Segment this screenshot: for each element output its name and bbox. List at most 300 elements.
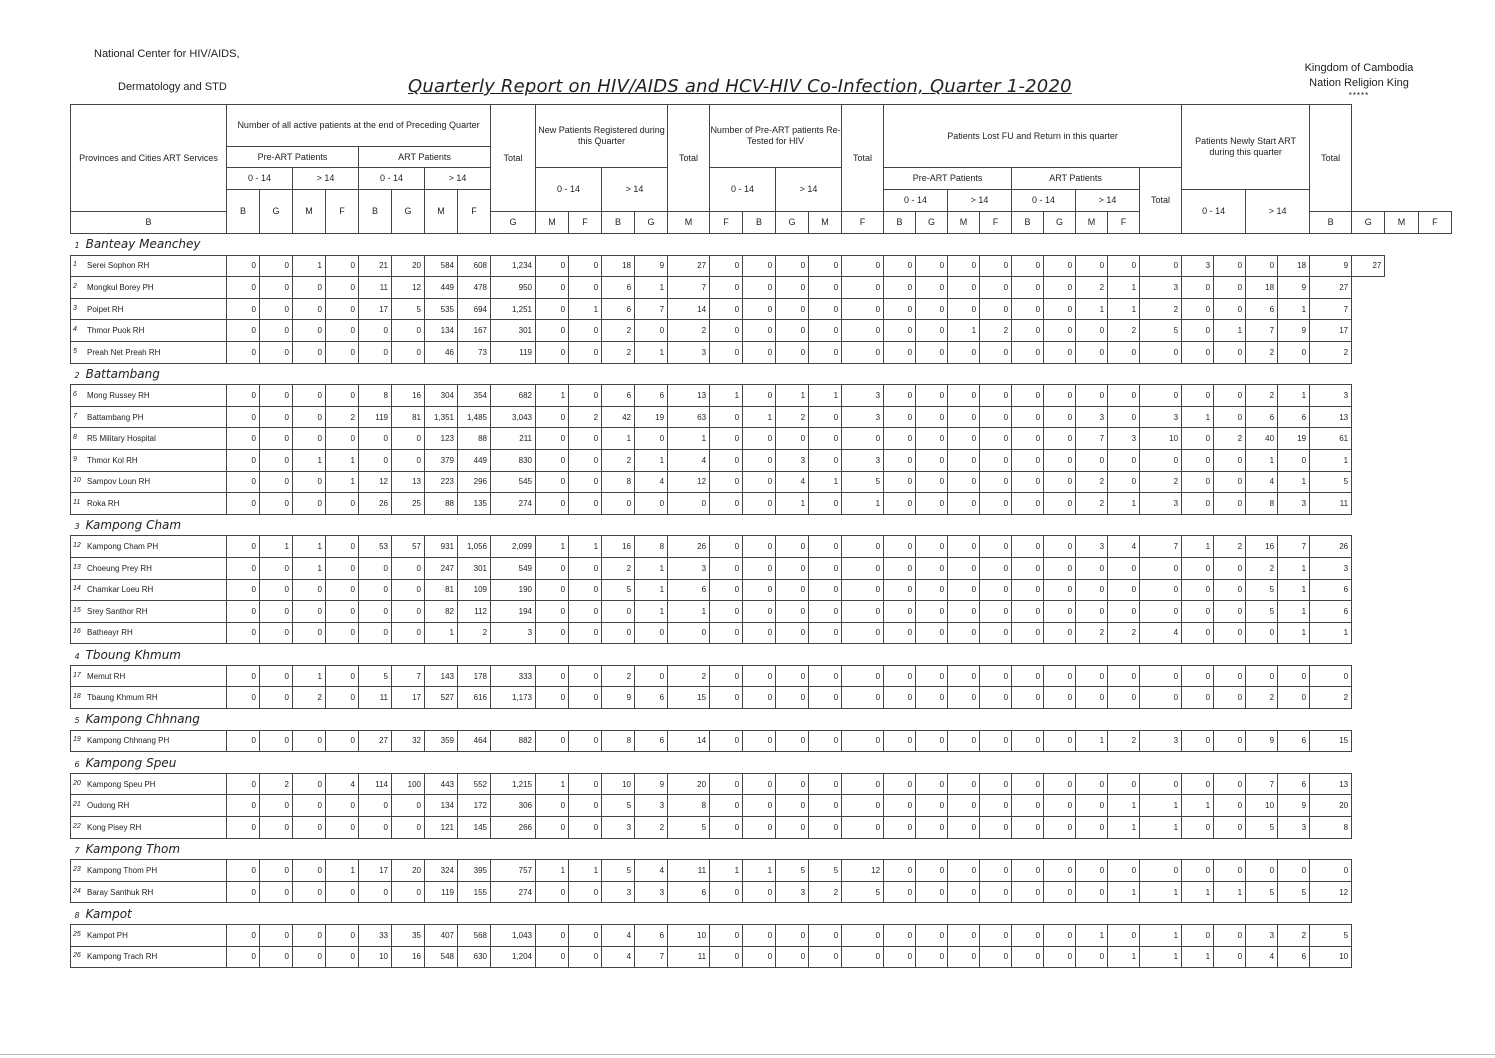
- value-cell: 0: [260, 795, 293, 817]
- value-cell: 1: [776, 385, 809, 407]
- value-cell: 0: [776, 622, 809, 644]
- value-cell: 0: [1012, 536, 1044, 558]
- value-cell: 0: [1108, 471, 1140, 493]
- province-index: 1: [74, 241, 80, 251]
- value-cell: 0: [1214, 449, 1246, 471]
- value-cell: 0: [948, 773, 980, 795]
- value-cell: 0: [536, 622, 569, 644]
- value-cell: 0: [710, 925, 743, 947]
- value-cell: 0: [1076, 817, 1108, 839]
- value-cell: 19: [635, 406, 668, 428]
- value-cell: 0: [809, 557, 842, 579]
- value-cell: 0: [916, 881, 948, 903]
- value-cell: 7: [1278, 536, 1310, 558]
- value-cell: 1: [1246, 449, 1278, 471]
- value-cell: 0: [326, 795, 359, 817]
- province-name: [71, 514, 1352, 536]
- value-cell: 0: [1182, 622, 1214, 644]
- value-cell: 0: [227, 385, 260, 407]
- header-age-adult: > 14: [948, 190, 1012, 212]
- value-cell: 0: [980, 536, 1012, 558]
- total-cell: 1: [1140, 946, 1182, 968]
- value-cell: 0: [743, 341, 776, 363]
- value-cell: 82: [425, 601, 458, 623]
- value-cell: 2: [776, 406, 809, 428]
- value-cell: 0: [743, 881, 776, 903]
- value-cell: 0: [260, 579, 293, 601]
- facility-name: Kampong Speu PH: [87, 779, 156, 789]
- value-cell: 0: [1182, 493, 1214, 515]
- value-cell: 0: [569, 665, 602, 687]
- value-cell: 0: [710, 946, 743, 968]
- value-cell: 0: [809, 687, 842, 709]
- value-cell: 6: [1246, 406, 1278, 428]
- value-cell: 0: [326, 385, 359, 407]
- value-cell: 0: [536, 557, 569, 579]
- value-cell: 0: [1044, 536, 1076, 558]
- total-cell: 1,215: [491, 773, 536, 795]
- value-cell: 17: [359, 298, 392, 320]
- value-cell: 0: [536, 298, 569, 320]
- total-cell: 14: [668, 730, 710, 752]
- facility-number: 10: [73, 477, 81, 485]
- value-cell: 0: [293, 320, 326, 342]
- value-cell: 0: [1012, 773, 1044, 795]
- value-cell: 0: [743, 536, 776, 558]
- value-cell: 0: [1012, 881, 1044, 903]
- total-cell: 1: [1140, 817, 1182, 839]
- facility-name: Kampong Thom PH: [87, 866, 158, 876]
- facility-cell: [71, 622, 227, 644]
- value-cell: 0: [569, 773, 602, 795]
- value-cell: 0: [1214, 601, 1246, 623]
- value-cell: 0: [948, 385, 980, 407]
- facility-cell: [71, 493, 227, 515]
- table-row: [71, 925, 1452, 947]
- value-cell: 2: [1108, 622, 1140, 644]
- value-cell: 407: [425, 925, 458, 947]
- value-cell: 0: [359, 557, 392, 579]
- total-cell: 7: [668, 277, 710, 299]
- value-cell: 1: [710, 385, 743, 407]
- value-cell: 1: [635, 557, 668, 579]
- facility-number: 25: [73, 930, 81, 938]
- value-cell: 0: [710, 557, 743, 579]
- total-cell: 1: [1140, 881, 1182, 903]
- value-cell: 0: [916, 536, 948, 558]
- value-cell: 0: [1012, 817, 1044, 839]
- value-cell: 0: [260, 277, 293, 299]
- total-cell: 3: [842, 449, 884, 471]
- province-index: 5: [74, 716, 80, 726]
- value-cell: 5: [392, 298, 425, 320]
- value-cell: 81: [392, 406, 425, 428]
- value-cell: 1: [293, 255, 326, 277]
- value-cell: 0: [710, 255, 743, 277]
- header-b: B: [602, 212, 635, 234]
- value-cell: 0: [1214, 925, 1246, 947]
- value-cell: 0: [260, 493, 293, 515]
- province-label: Battambang: [85, 366, 160, 381]
- total-cell: 8: [1310, 817, 1352, 839]
- value-cell: 0: [227, 428, 260, 450]
- value-cell: 0: [1012, 946, 1044, 968]
- value-cell: 0: [1246, 622, 1278, 644]
- header-g: G: [260, 190, 293, 234]
- total-cell: 13: [1310, 773, 1352, 795]
- total-cell: 3,043: [491, 406, 536, 428]
- value-cell: 0: [392, 428, 425, 450]
- value-cell: 0: [569, 493, 602, 515]
- value-cell: 27: [1352, 255, 1385, 277]
- value-cell: 10: [359, 946, 392, 968]
- value-cell: 4: [602, 925, 635, 947]
- total-cell: 1,043: [491, 925, 536, 947]
- value-cell: 0: [916, 341, 948, 363]
- value-cell: 0: [569, 881, 602, 903]
- value-cell: 0: [916, 493, 948, 515]
- value-cell: 1: [1278, 601, 1310, 623]
- value-cell: 0: [1108, 665, 1140, 687]
- value-cell: 0: [293, 773, 326, 795]
- value-cell: 5: [1246, 817, 1278, 839]
- value-cell: 0: [743, 320, 776, 342]
- value-cell: 0: [293, 622, 326, 644]
- value-cell: 0: [948, 493, 980, 515]
- value-cell: 0: [809, 320, 842, 342]
- value-cell: 0: [809, 665, 842, 687]
- header-pre-art: Pre-ART Patients: [227, 147, 359, 168]
- total-cell: 3: [1310, 385, 1352, 407]
- value-cell: 3: [1278, 817, 1310, 839]
- header-g: G: [1352, 212, 1385, 234]
- value-cell: 1: [536, 385, 569, 407]
- header-m: M: [948, 212, 980, 234]
- value-cell: 0: [1044, 406, 1076, 428]
- value-cell: 0: [884, 860, 916, 882]
- kingdom-line3: *****: [1348, 91, 1370, 100]
- header-lost-art: ART Patients: [1012, 168, 1140, 190]
- value-cell: 1: [776, 493, 809, 515]
- value-cell: 1: [1182, 881, 1214, 903]
- value-cell: 0: [948, 557, 980, 579]
- facility-name: Roka RH: [87, 498, 120, 508]
- value-cell: 178: [458, 665, 491, 687]
- value-cell: 0: [326, 946, 359, 968]
- value-cell: 0: [635, 665, 668, 687]
- value-cell: 0: [1012, 730, 1044, 752]
- value-cell: 0: [1214, 946, 1246, 968]
- header-g: G: [916, 212, 948, 234]
- value-cell: 0: [1044, 687, 1076, 709]
- facility-name: Chamkar Loeu RH: [87, 585, 154, 595]
- facility-cell: [71, 946, 227, 968]
- value-cell: 0: [1076, 881, 1108, 903]
- value-cell: 4: [602, 946, 635, 968]
- value-cell: 0: [980, 622, 1012, 644]
- value-cell: 0: [916, 406, 948, 428]
- value-cell: 0: [1214, 665, 1246, 687]
- value-cell: 0: [710, 665, 743, 687]
- value-cell: 0: [884, 817, 916, 839]
- header-age-child: 0 - 14: [536, 168, 602, 212]
- value-cell: 0: [884, 471, 916, 493]
- value-cell: 0: [884, 449, 916, 471]
- total-cell: 549: [491, 557, 536, 579]
- value-cell: 1: [635, 601, 668, 623]
- value-cell: 0: [884, 428, 916, 450]
- value-cell: 0: [1108, 557, 1140, 579]
- value-cell: 1: [1076, 730, 1108, 752]
- value-cell: 18: [602, 255, 635, 277]
- value-cell: 0: [227, 946, 260, 968]
- value-cell: 0: [536, 665, 569, 687]
- province-index: 3: [74, 522, 80, 532]
- value-cell: 0: [743, 449, 776, 471]
- province-index: 6: [74, 759, 80, 769]
- value-cell: 0: [948, 255, 980, 277]
- value-cell: 0: [776, 255, 809, 277]
- value-cell: 0: [326, 817, 359, 839]
- value-cell: 1: [809, 471, 842, 493]
- value-cell: 42: [602, 406, 635, 428]
- facility-name: Mongkul Borey PH: [87, 282, 154, 292]
- value-cell: 0: [980, 557, 1012, 579]
- value-cell: 0: [809, 493, 842, 515]
- total-cell: 0: [1140, 385, 1182, 407]
- report-title: Quarterly Report on HIV/AIDS and HCV-HIV Co-Infection, Quarter 1-2020: [408, 76, 1072, 97]
- value-cell: 0: [743, 277, 776, 299]
- facility-cell: [71, 406, 227, 428]
- value-cell: 5: [1246, 601, 1278, 623]
- value-cell: 0: [710, 406, 743, 428]
- value-cell: 0: [359, 449, 392, 471]
- value-cell: 0: [536, 601, 569, 623]
- value-cell: 694: [458, 298, 491, 320]
- value-cell: 0: [326, 298, 359, 320]
- value-cell: 10: [1246, 795, 1278, 817]
- header-f: F: [1108, 212, 1140, 234]
- header-m: M: [536, 212, 569, 234]
- value-cell: 0: [948, 277, 980, 299]
- value-cell: 0: [884, 579, 916, 601]
- value-cell: 0: [710, 471, 743, 493]
- value-cell: 0: [776, 298, 809, 320]
- value-cell: 0: [1076, 320, 1108, 342]
- header-f: F: [569, 212, 602, 234]
- value-cell: 2: [809, 881, 842, 903]
- total-cell: 5: [1310, 925, 1352, 947]
- total-cell: 7: [1310, 298, 1352, 320]
- value-cell: 2: [1108, 320, 1140, 342]
- facility-name: Kampot PH: [87, 930, 128, 940]
- value-cell: 0: [293, 925, 326, 947]
- total-cell: 0: [842, 687, 884, 709]
- header-g: G: [1044, 212, 1076, 234]
- header-provinces: Provinces and Cities ART Services: [71, 105, 227, 212]
- total-cell: 2: [1140, 471, 1182, 493]
- value-cell: 0: [1044, 860, 1076, 882]
- value-cell: 21: [359, 255, 392, 277]
- total-cell: 0: [1140, 860, 1182, 882]
- total-cell: 0: [668, 493, 710, 515]
- value-cell: 0: [884, 795, 916, 817]
- table-row: [71, 493, 1452, 515]
- value-cell: 0: [710, 730, 743, 752]
- header-f: F: [842, 212, 884, 234]
- value-cell: 0: [260, 601, 293, 623]
- header-total-lost: Total: [1140, 168, 1182, 234]
- value-cell: 0: [948, 536, 980, 558]
- value-cell: 0: [743, 730, 776, 752]
- value-cell: 0: [1182, 385, 1214, 407]
- value-cell: 0: [536, 817, 569, 839]
- value-cell: 3: [1076, 406, 1108, 428]
- value-cell: 1: [710, 860, 743, 882]
- value-cell: 18: [1278, 255, 1310, 277]
- total-cell: 3: [842, 406, 884, 428]
- facility-number: 1: [73, 261, 77, 269]
- value-cell: 0: [1214, 298, 1246, 320]
- value-cell: 0: [710, 881, 743, 903]
- value-cell: 0: [1044, 946, 1076, 968]
- total-cell: 5: [842, 881, 884, 903]
- value-cell: 0: [293, 471, 326, 493]
- header-total-retest: Total: [842, 105, 884, 212]
- total-cell: 12: [1310, 881, 1352, 903]
- total-cell: 3: [668, 557, 710, 579]
- value-cell: 0: [1076, 341, 1108, 363]
- province-index: 8: [74, 910, 80, 920]
- province-name: [71, 838, 1352, 860]
- value-cell: 100: [392, 773, 425, 795]
- value-cell: 2: [1076, 493, 1108, 515]
- facility-cell: [71, 536, 227, 558]
- value-cell: 73: [458, 341, 491, 363]
- total-cell: 0: [842, 255, 884, 277]
- value-cell: 0: [326, 925, 359, 947]
- total-cell: 2: [1310, 341, 1352, 363]
- province-name: [71, 709, 1352, 731]
- value-cell: 3: [1278, 493, 1310, 515]
- value-cell: 0: [1012, 665, 1044, 687]
- total-cell: 2,099: [491, 536, 536, 558]
- value-cell: 0: [1012, 622, 1044, 644]
- value-cell: 0: [1076, 449, 1108, 471]
- value-cell: 20: [392, 255, 425, 277]
- value-cell: 0: [227, 277, 260, 299]
- value-cell: 0: [1044, 320, 1076, 342]
- value-cell: 6: [635, 385, 668, 407]
- value-cell: 32: [392, 730, 425, 752]
- value-cell: 0: [293, 730, 326, 752]
- value-cell: 0: [227, 795, 260, 817]
- facility-name: Kampong Chhnang PH: [87, 736, 170, 746]
- value-cell: 616: [458, 687, 491, 709]
- value-cell: 123: [425, 428, 458, 450]
- value-cell: 0: [1278, 449, 1310, 471]
- value-cell: 0: [1108, 773, 1140, 795]
- value-cell: 1: [1076, 298, 1108, 320]
- facility-cell: [71, 925, 227, 947]
- value-cell: 1: [293, 557, 326, 579]
- value-cell: 0: [1012, 385, 1044, 407]
- value-cell: 4: [1108, 536, 1140, 558]
- value-cell: 0: [980, 471, 1012, 493]
- facility-number: 15: [73, 606, 81, 614]
- value-cell: 0: [1044, 601, 1076, 623]
- value-cell: 0: [359, 320, 392, 342]
- total-cell: 190: [491, 579, 536, 601]
- value-cell: 0: [1044, 730, 1076, 752]
- header-age-adult: > 14: [602, 168, 668, 212]
- value-cell: 135: [458, 493, 491, 515]
- facility-name: R5 Military Hospital: [87, 434, 156, 444]
- facility-number: 19: [73, 736, 81, 744]
- value-cell: 0: [916, 665, 948, 687]
- value-cell: 0: [916, 449, 948, 471]
- table-row: [71, 428, 1452, 450]
- value-cell: 0: [916, 428, 948, 450]
- value-cell: 0: [916, 298, 948, 320]
- facility-name: Serei Sophon RH: [87, 261, 150, 271]
- value-cell: 0: [326, 687, 359, 709]
- value-cell: 0: [980, 579, 1012, 601]
- value-cell: 0: [948, 601, 980, 623]
- value-cell: 0: [743, 795, 776, 817]
- value-cell: 0: [227, 601, 260, 623]
- table-row: [71, 795, 1452, 817]
- value-cell: 0: [1108, 385, 1140, 407]
- value-cell: 0: [1044, 795, 1076, 817]
- value-cell: 0: [1182, 579, 1214, 601]
- value-cell: 359: [425, 730, 458, 752]
- province-label: Kampong Thom: [85, 841, 181, 856]
- total-cell: 211: [491, 428, 536, 450]
- value-cell: 0: [569, 925, 602, 947]
- total-cell: 20: [1310, 795, 1352, 817]
- value-cell: 1: [1182, 795, 1214, 817]
- value-cell: 1,485: [458, 406, 491, 428]
- value-cell: 0: [980, 385, 1012, 407]
- value-cell: 6: [1278, 406, 1310, 428]
- value-cell: 0: [916, 255, 948, 277]
- value-cell: 1: [326, 471, 359, 493]
- value-cell: 0: [569, 428, 602, 450]
- value-cell: 0: [809, 255, 842, 277]
- value-cell: 6: [602, 277, 635, 299]
- value-cell: 7: [1076, 428, 1108, 450]
- value-cell: 1: [260, 536, 293, 558]
- facility-number: 14: [73, 585, 81, 593]
- value-cell: 1: [635, 579, 668, 601]
- value-cell: 0: [635, 622, 668, 644]
- value-cell: 0: [326, 277, 359, 299]
- value-cell: 0: [359, 795, 392, 817]
- total-cell: 830: [491, 449, 536, 471]
- value-cell: 0: [916, 320, 948, 342]
- total-cell: 13: [668, 385, 710, 407]
- value-cell: 11: [359, 277, 392, 299]
- table-row: [71, 773, 1452, 795]
- value-cell: 0: [1044, 665, 1076, 687]
- value-cell: 0: [635, 493, 668, 515]
- value-cell: 0: [916, 860, 948, 882]
- value-cell: 0: [809, 449, 842, 471]
- total-cell: 1: [1310, 449, 1352, 471]
- value-cell: 0: [884, 730, 916, 752]
- value-cell: 0: [948, 428, 980, 450]
